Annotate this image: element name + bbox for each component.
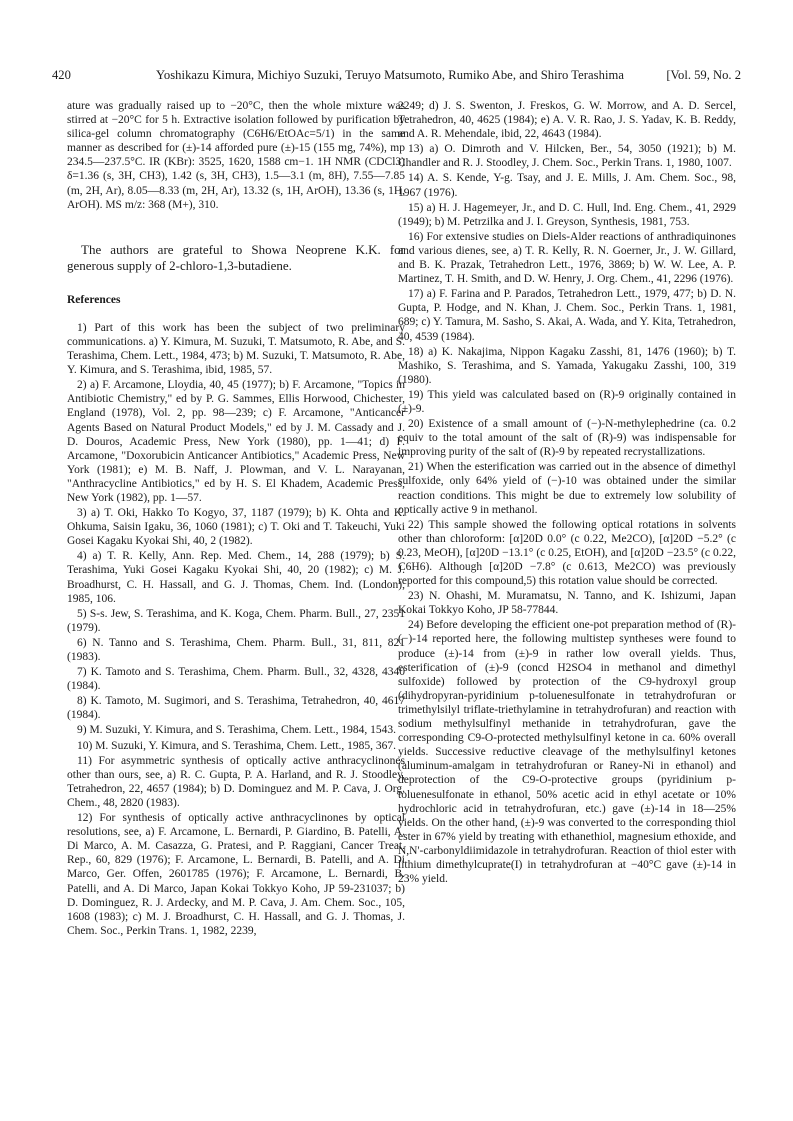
acknowledgment: The authors are grateful to Showa Neoprene K.K. for generous supply of 2-chloro-1,3-butadiene. [67, 241, 405, 273]
reference-item: 18) a) K. Nakajima, Nippon Kagaku Zasshi, 81, 1476 (1960); b) T. Mashiko, S. Terashima, and S. Yamada, Yakugaku Zasshi, 100, 319 (1980). [398, 345, 736, 386]
reference-item: 23) N. Ohashi, M. Muramatsu, N. Tanno, and K. Ishizumi, Japan Kokai Tokkyo Koho, JP 58-77844. [398, 590, 736, 617]
reference-item: 14) A. S. Kende, Y-g. Tsay, and J. E. Mills, J. Am. Chem. Soc., 98, 1967 (1976). [398, 172, 736, 199]
left-column [67, 99, 405, 939]
reference-item: 24) Before developing the efficient one-pot preparation method of (R)-(−)-14 reported here, the following multistep syntheses were found to produce (±)-14 from (±)-9 in rather low overall yields. Thus, esterification of (±)-9 (concd H2SO4 in methanol and dimethyl sulfoxide) followed by protection of the C9-hydroxyl group (dihydropyran-pyridinium p-toluenesulfonate in tetrahydrofuran or trimethylsilyl triflate-triethylamine in tetrahydrofuran) and reaction with sodium methylsulfinyl methanide in tetrahydrofuran, gave the corresponding C9-O-protected methylsulfinyl ketone in ca. 60% overall yields. Successive reductive cleavage of the methylsulfinyl ketones (aluminum-amalgam in tetrahydrofuran or Raney-Ni in ethanol) and deprotection of the C9-O-protective groups (pyridinium p-toluenesulfonate in ethanol, 50% acetic acid in ethyl acetate or 10% hydrochloric acid in tetrahydrofuran, etc.) gave (±)-14 in 18—25% yields. On the other hand, (±)-9 was converted to the corresponding thiol ester in 67% yield by treating with ethanethiol, magnesium ethoxide, and N,N'-carbonyldiimidazole in tetrahydrofuran. Reaction of thiol ester with lithium dimethylcuprate(I) in tetrahydrofuran at −40°C gave (±)-14 in 23% yield. [398, 619, 736, 886]
reference-item: 5) S-s. Jew, S. Terashima, and K. Koga, Chem. Pharm. Bull., 27, 2351 (1979). [67, 607, 405, 634]
reference-item: 1) Part of this work has been the subject of two preliminary communications. a) Y. Kimura, M. Suzuki, T. Matsumoto, R. Abe, and S. Terashima, Chem. Lett., 1984, 473; b) M. Suzuki, T. Matsumoto, R. Abe, Y. Kimura, and S. Terashima, ibid, 1985, 57. [67, 321, 405, 377]
reference-item: 9) M. Suzuki, Y. Kimura, and S. Terashima, Chem. Lett., 1984, 1543. [77, 724, 397, 737]
reference-item: 16) For extensive studies on Diels-Alder reactions of anthradiquinones and various dienes, see, a) T. R. Kelly, R. N. Goerner, Jr., J. W. Gillard, and B. K. Prazak, Tetrahedron Lett., 1976, 3869; b) W. W. Lee, A. P. Martinez, T. H. Smith, and D. W. Henry, J. Org. Chem., 41, 2296 (1976). [398, 230, 736, 286]
page-number: 420 [52, 68, 71, 82]
reference-item: 8) K. Tamoto, M. Sugimori, and S. Terashima, Tetrahedron, 40, 4617 (1984). [67, 695, 405, 722]
reference-item: 13) a) O. Dimroth and V. Hilcken, Ber., 54, 3050 (1921); b) M. Chandler and R. J. Stoodley, J. Chem. Soc., Perkin Trans. 1, 1980, 1007. [398, 143, 736, 170]
references-heading: References [67, 293, 121, 306]
reference-item: 17) a) F. Farina and P. Parados, Tetrahedron Lett., 1979, 477; b) D. N. Gupta, P. Hodge, and N. Khan, J. Chem. Soc., Perkin Trans. 1, 1981, 689; c) Y. Tamura, M. Sasho, S. Akai, A. Wada, and Y. Kita, Tetrahedron, 40, 4539 (1984). [398, 288, 736, 343]
running-authors: Yoshikazu Kimura, Michiyo Suzuki, Teruyo Matsumoto, Rumiko Abe, and Shiro Terashima [156, 68, 624, 82]
reference-item: 2) a) F. Arcamone, Lloydia, 40, 45 (1977); b) F. Arcamone, "Topics in Antibiotic Chemistry," ed by P. G. Sammes, Ellis Horwood, Chichester, England (1978), Vol. 2, pp. 98—239; c) F. Arcamone, "Anticancer Agents Based on Natural Product Models," ed by J. M. Cassady and J. D. Douros, Academic Press, New York (1980), pp. 1—41; d) F. Arcamone, "Doxorubicin Anticancer Antibiotics," Academic Press, New York (1981); e) M. B. Naff, J. Plowman, and V. L. Narayanan, "Anthracycline Antibiotics," ed by H. S. El Khadem, Academic Press, New York (1982), pp. 1—57. [67, 379, 405, 504]
reference-item: 19) This yield was calculated based on (R)-9 originally contained in (±)-9. [398, 388, 736, 415]
reference-item: 10) M. Suzuki, Y. Kimura, and S. Terashima, Chem. Lett., 1985, 367. [77, 739, 397, 752]
reference-item: 3) a) T. Oki, Hakko To Kogyo, 37, 1187 (1979); b) K. Ohta and K. Ohkuma, Saisin Igaku, 36, 1060 (1981); c) T. Oki and T. Takeuchi, Yuki Gosei Kagaku Kyokai Shi, 40, 2 (1982). [67, 507, 405, 548]
reference-item: 6) N. Tanno and S. Terashima, Chem. Pharm. Bull., 31, 811, 821 (1983). [67, 636, 405, 663]
reference-item: 15) a) H. J. Hagemeyer, Jr., and D. C. Hull, Ind. Eng. Chem., 41, 2929 (1949); b) M. Petrzilka and J. I. Greyson, Synthesis, 1981, 753. [398, 201, 736, 228]
reference-item-continued: 2249; d) J. S. Swenton, J. Freskos, G. W. Morrow, and A. D. Sercel, Tetrahedron, 40, 4625 (1984); e) A. V. R. Rao, J. S. Yadav, K. B. Reddy, and A. R. Mehendale, ibid, 22, 4643 (1984). [398, 100, 736, 141]
right-column [398, 99, 736, 887]
experimental-paragraph: ature was gradually raised up to −20°C, then the whole mixture was stirred at −20°C for 5 h. Extractive isolation followed by purification by silica-gel column chromatography (C6H6/EtOAc=5/1) in the same manner as described for (±)-14 afforded pure (±)-15 (155 mg, 74%), mp 234.5—237.5°C. IR (KBr): 3525, 1620, 1588 cm−1. 1H NMR (CDCl3) δ=1.36 (s, 3H, CH3), 1.42 (s, 3H, CH3), 1.5—3.1 (m, 8H), 7.55—7.85 (m, 2H, Ar), 8.05—8.33 (m, 2H, Ar), 13.32 (s, 1H, ArOH), 13.36 (s, 1H, ArOH). MS m/z: 368 (M+), 310. [67, 100, 405, 211]
volume-info: [Vol. 59, No. 2 [666, 68, 741, 82]
reference-item: 7) K. Tamoto and S. Terashima, Chem. Pharm. Bull., 32, 4328, 4340 (1984). [67, 666, 405, 693]
reference-item: 12) For synthesis of optically active anthracyclinones by optical resolutions, see, a) F. Arcamone, L. Bernardi, P. Giardino, B. Patelli, A. Di Marco, A. M. Casazza, G. Pratesi, and P. Raggiani, Cancer Treat. Rep., 60, 829 (1976); F. Arcamone, L. Bernardi, B. Patelli, and A. Di Marco, Ger. Offen, 2601785 (1976); F. Arcamone, L. Bernardi, B. Patelli, and A. Di Marco, Japan Kokai Tokkyo Koho, JP 59-231037; b) D. Dominguez, R. J. Ardecky, and M. P. Cava, J. Am. Chem. Soc., 105, 1608 (1983); c) M. J. Broadhurst, C. H. Hassall, and G. J. Thomas, J. Chem. Soc., Perkin Trans. 1, 1982, 2239, [67, 812, 405, 937]
reference-item: 11) For asymmetric synthesis of optically active anthracyclinones other than ours, see, a) R. C. Gupta, P. A. Harland, and R. J. Stoodley, Tetrahedron, 22, 4657 (1984); b) D. Dominguez and M. P. Cava, J. Org. Chem., 48, 2820 (1983). [67, 754, 405, 809]
running-header [52, 66, 741, 84]
reference-item: 20) Existence of a small amount of (−)-N-methylephedrine (ca. 0.2 equiv to the total amount of the salt of (R)-9) was indispensable for improving purity of the salt of (R)-9 by repeated recrystallizations. [398, 418, 736, 459]
reference-item: 4) a) T. R. Kelly, Ann. Rep. Med. Chem., 14, 288 (1979); b) S. Terashima, Yuki Gosei Kagaku Kyokai Shi, 40, 20 (1982); c) M. J. Broadhurst, C. H. Hassall, and G. J. Thomas, Chem. Ind. (London), 1985, 106. [67, 550, 405, 605]
reference-item: 22) This sample showed the following optical rotations in solvents other than chloroform: [α]20D 0.0° (c 0.22, Me2CO), [α]20D −5.2° (c 0.23, MeOH), [α]20D −13.1° (c 0.25, EtOH), and [α]20D −23.5° (c 0.22, C6H6). Although [α]20D −7.8° (c 0.613, Me2CO) was previously reported for this compound,5) this rotation value should be corrected. [398, 518, 736, 588]
reference-item: 21) When the esterification was carried out in the absence of dimethyl sulfoxide, only 64% yield of (−)-10 was obtained under the similar reaction conditions. This might be due to extremely low solubility of optically active 9 in methanol. [398, 461, 736, 516]
